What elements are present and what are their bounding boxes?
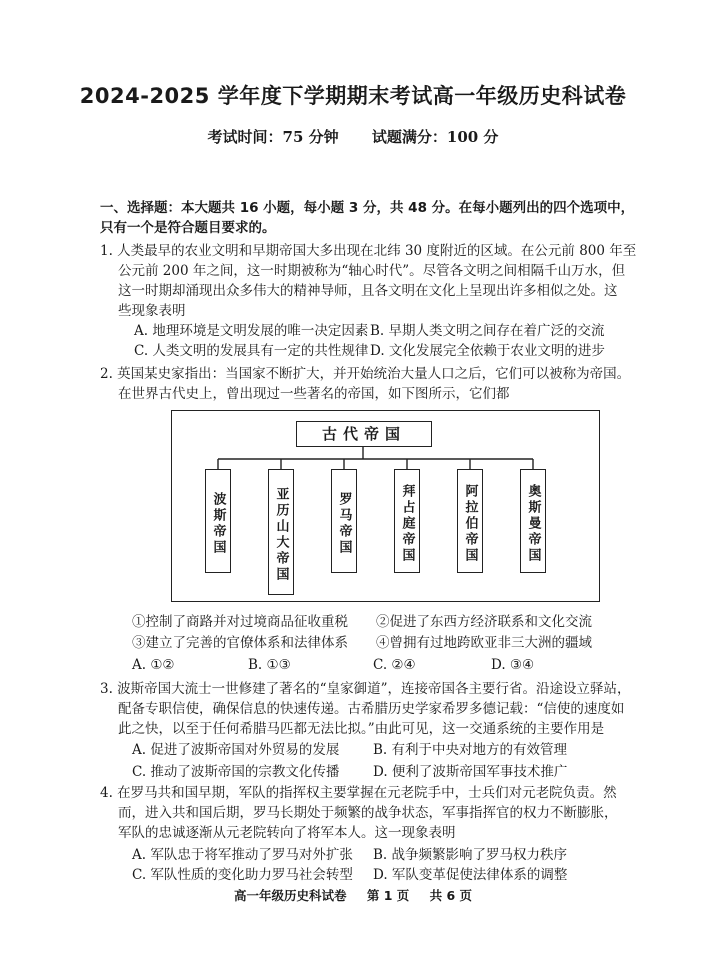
- section-heading-1: 一、选择题：本大题共 16 小题，每小题 3 分，共 48 分。在每小题列出的四个选项中，: [100, 200, 635, 216]
- q3-option-d: D. 便利了波斯帝国军事技术推广: [373, 764, 568, 780]
- q3-option-c: C. 推动了波斯帝国的宗教文化传播: [132, 764, 340, 780]
- q2-statement-1: ①控制了商路并对过境商品征收重税: [132, 614, 348, 630]
- q3-option-b: B. 有利于中央对地方的有效管理: [373, 742, 568, 758]
- empire-alexander: 亚历山大帝国: [268, 469, 294, 595]
- q2-option-b: B. ①③: [248, 657, 291, 673]
- q4-line: 而，进入共和国后期，罗马长期处于频繁的战争状态，军事指挥官的权力不断膨胀，: [118, 805, 618, 821]
- q1-option-c: C. 人类文明的发展具有一定的共性规律: [134, 343, 369, 359]
- q4-line: 军队的忠诚逐渐从元老院转向了将军本人。这一现象表明: [118, 825, 456, 841]
- empire-diagram: [171, 410, 600, 602]
- q3-option-a: A. 促进了波斯帝国对外贸易的发展: [132, 742, 340, 758]
- exam-score: 试题满分：100 分: [371, 128, 499, 146]
- empire-rome: 罗马帝国: [331, 469, 357, 573]
- empire-ottoman: 奥斯曼帝国: [520, 469, 546, 573]
- q4-option-c: C. 军队性质的变化助力罗马社会转型: [132, 867, 353, 883]
- q2-option-a: A. ①②: [132, 657, 175, 673]
- q2-statement-4: ④曾拥有过地跨欧亚非三大洲的疆域: [376, 635, 592, 651]
- empire-persia: 波斯帝国: [205, 469, 231, 573]
- q1-line: 公元前 200 年之间，这一时期被称为“轴心时代”。尽管各文明之间相隔千山万水，但: [118, 263, 626, 279]
- q1-line: 些现象表明: [118, 303, 186, 319]
- exam-time: 考试时间：75 分钟: [207, 128, 339, 146]
- empire-arab: 阿拉伯帝国: [457, 469, 483, 573]
- q4-line: 4. 在罗马共和国早期，军队的指挥权主要掌握在元老院手中，士兵们对元老院负责。然: [100, 785, 617, 801]
- page-footer: [0, 886, 706, 904]
- diagram-root: 古代帝国: [296, 421, 432, 447]
- exam-title: 2024-2025 学年度下学期期末考试高一年级历史科试卷: [79, 84, 627, 108]
- q2-statement-3: ③建立了完善的官僚体系和法律体系: [132, 635, 348, 651]
- q3-line: 配备专职信使，确保信息的快速传递。古希腊历史学家希罗多德记载：“信使的速度如: [118, 701, 625, 717]
- exam-meta: [0, 126, 706, 147]
- q1-line: 1. 人类最早的农业文明和早期帝国大多出现在北纬 30 度附近的区域。在公元前 800 年至: [100, 243, 637, 259]
- q2-statement-2: ②促进了东西方经济联系和文化交流: [376, 614, 592, 630]
- footer-exam-name: 高一年级历史科试卷: [233, 888, 347, 903]
- q1-line: 这一时期却涌现出众多伟大的精神导师，且各文明在文化上呈现出许多相似之处。这: [118, 283, 618, 299]
- q4-option-d: D. 军队变革促使法律体系的调整: [373, 867, 568, 883]
- empire-byzantine: 拜占庭帝国: [394, 469, 420, 573]
- q1-option-a: A. 地理环境是文明发展的唯一决定因素: [134, 323, 369, 339]
- q3-line: 此之快，以至于任何希腊马匹都无法比拟。”由此可见，这一交通系统的主要作用是: [118, 721, 605, 737]
- q2-option-c: C. ②④: [373, 657, 416, 673]
- q2-line: 在世界古代史上，曾出现过一些著名的帝国，如下图所示，它们都: [118, 386, 510, 402]
- q1-option-d: D. 文化发展完全依赖于农业文明的进步: [370, 343, 605, 359]
- footer-total-pages: 共 6 页: [429, 888, 473, 903]
- q3-line: 3. 波斯帝国大流士一世修建了著名的“皇家御道”，连接帝国各主要行省。沿途设立驿站，: [100, 681, 631, 697]
- footer-page-number: 第 1 页: [366, 888, 410, 903]
- q2-option-d: D. ③④: [491, 657, 535, 673]
- section-heading-2: 只有一个是符合题目要求的。: [100, 220, 276, 236]
- q1-option-b: B. 早期人类文明之间存在着广泛的交流: [370, 323, 605, 339]
- q4-option-b: B. 战争频繁影响了罗马权力秩序: [373, 847, 568, 863]
- q2-line: 2. 英国某史家指出：当国家不断扩大，并开始统治大量人口之后，它们可以被称为帝国。: [100, 366, 631, 382]
- q4-option-a: A. 军队忠于将军推动了罗马对外扩张: [132, 847, 353, 863]
